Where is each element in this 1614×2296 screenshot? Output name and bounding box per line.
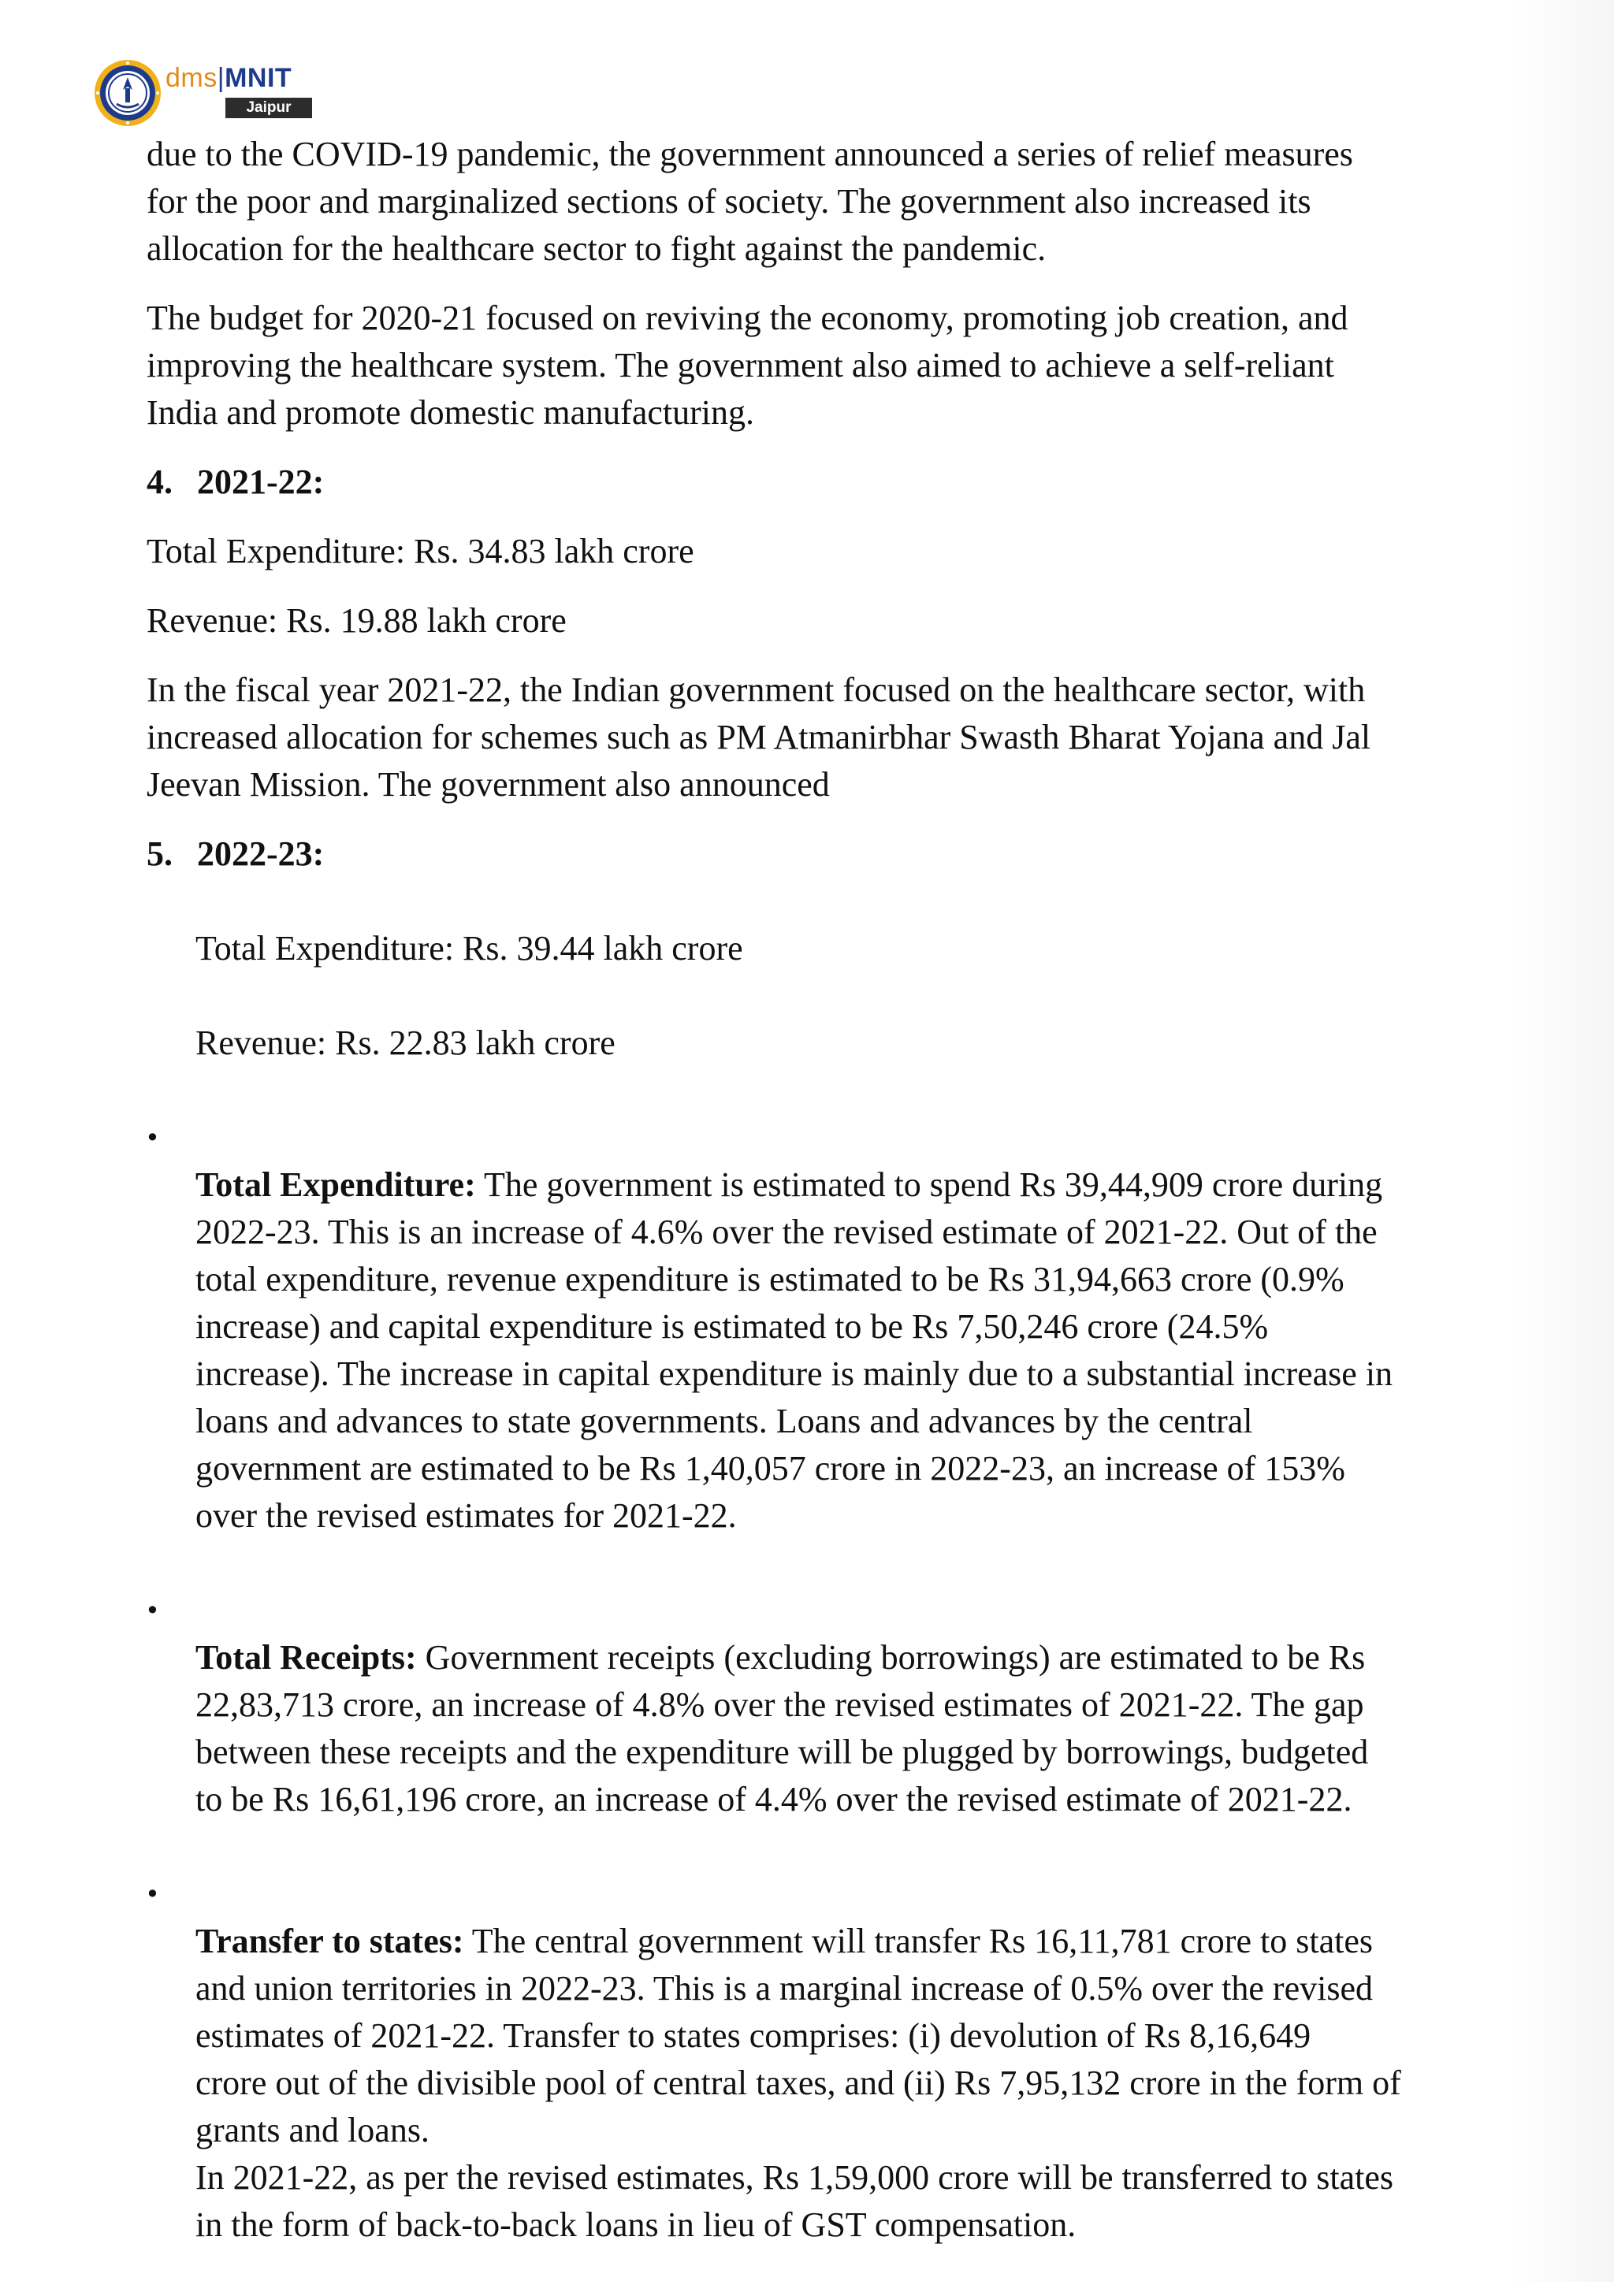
logo-dms-text: dms [165, 63, 218, 93]
bullet-icon: • [145, 1123, 160, 1153]
bullet-lead: Transfer to states: [195, 1922, 464, 1960]
logo-jaipur-label: Jaipur [225, 98, 312, 118]
logo-mnit-text: MNIT [225, 63, 292, 93]
logo-wordmark [165, 63, 292, 94]
logo-separator: | [217, 63, 225, 93]
section-title: 2021-22: [197, 463, 325, 501]
section-number: 4. [147, 463, 173, 501]
bullet-lead: Total Expenditure: [195, 1165, 476, 1204]
total-expenditure-2022-23: Total Expenditure: Rs. 39.44 lakh crore [195, 929, 743, 968]
bullet-body: Government receipts (excluding borrowings) are estimated to be Rs 22,83,713 crore, an increase of 4.8% over the revised estimates of 2021-22. The gap between these receipts and the expenditure will be plugged by borrowings, budgeted to be Rs 16,61,196 crore, an increase of 4.4% over the revised estimate of 2021-22. [195, 1638, 1369, 1819]
bullet-lead: Total Receipts: [195, 1638, 417, 1677]
budget-bullet-list [147, 1114, 1549, 2249]
section-number: 5. [147, 834, 173, 873]
paragraph-fiscal-2021-22: In the fiscal year 2021-22, the Indian government focused on the healthcare sector, with increased allocation for schemes such as PM Atmanirbhar Swasth Bharat Yojana and Jal Jeevan Mission. The government also announced [147, 671, 1371, 804]
total-expenditure-2021-22: Total Expenditure: Rs. 34.83 lakh crore [147, 532, 694, 570]
list-item [147, 1587, 1549, 1823]
institution-logo [93, 58, 306, 129]
mnit-emblem-icon [93, 58, 162, 128]
paragraph-covid-relief: due to the COVID-19 pandemic, the government announced a series of relief measures for the poor and marginalized sections of society. The government also increased its allocation for the healthcare sector to fight against the pandemic. [147, 135, 1353, 268]
section-title: 2022-23: [197, 834, 325, 873]
bullet-body: The government is estimated to spend Rs 39,44,909 crore during 2022-23. This is an increase of 4.6% over the revised estimate of 2021-22. Out of the total expenditure, revenue expenditure is estimated to be Rs 31,94,663 crore (0.9% increase) and capital expenditure is estimated to be Rs 7,50,246 crore (24.5% increase). The increase in capital expenditure is mainly due to a substantial increase in loans and advances to state governments. Loans and advances by the central government are estimated to be Rs 1,40,057 crore in 2022-23, an increase of 153% over the revised estimates for 2021-22. [195, 1165, 1393, 1535]
bullet-icon: • [145, 1596, 160, 1625]
list-item [147, 1114, 1549, 1540]
section-heading-2021-22 [147, 459, 1549, 506]
bullet-icon: • [145, 1879, 160, 1909]
section-heading-2022-23 [147, 830, 1549, 878]
bullet-body: The central government will transfer Rs 16,11,781 crore to states and union territories in 2022-23. This is a marginal increase of 0.5% over the revised estimates of 2021-22. Transfer to states comprises: (i) devolution of Rs 8,16,649 crore out of the divisible pool of central taxes, and (ii) Rs 7,95,132 crore in the form of grants and loans. In 2021-22, as per the revised estimates, Rs 1,59,000 crore will be transferred to states in the form of back-to-back loans in lieu of GST compensation. [195, 1922, 1401, 2244]
document-body [147, 131, 1549, 2296]
paragraph-budget-2020-21: The budget for 2020-21 focused on reviving the economy, promoting job creation, and improving the healthcare system. The government also aimed to achieve a self-reliant India and promote domestic manufacturing. [147, 299, 1348, 432]
revenue-2021-22: Revenue: Rs. 19.88 lakh crore [147, 601, 567, 640]
list-item [147, 1871, 1549, 2249]
revenue-2022-23: Revenue: Rs. 22.83 lakh crore [195, 1024, 615, 1062]
